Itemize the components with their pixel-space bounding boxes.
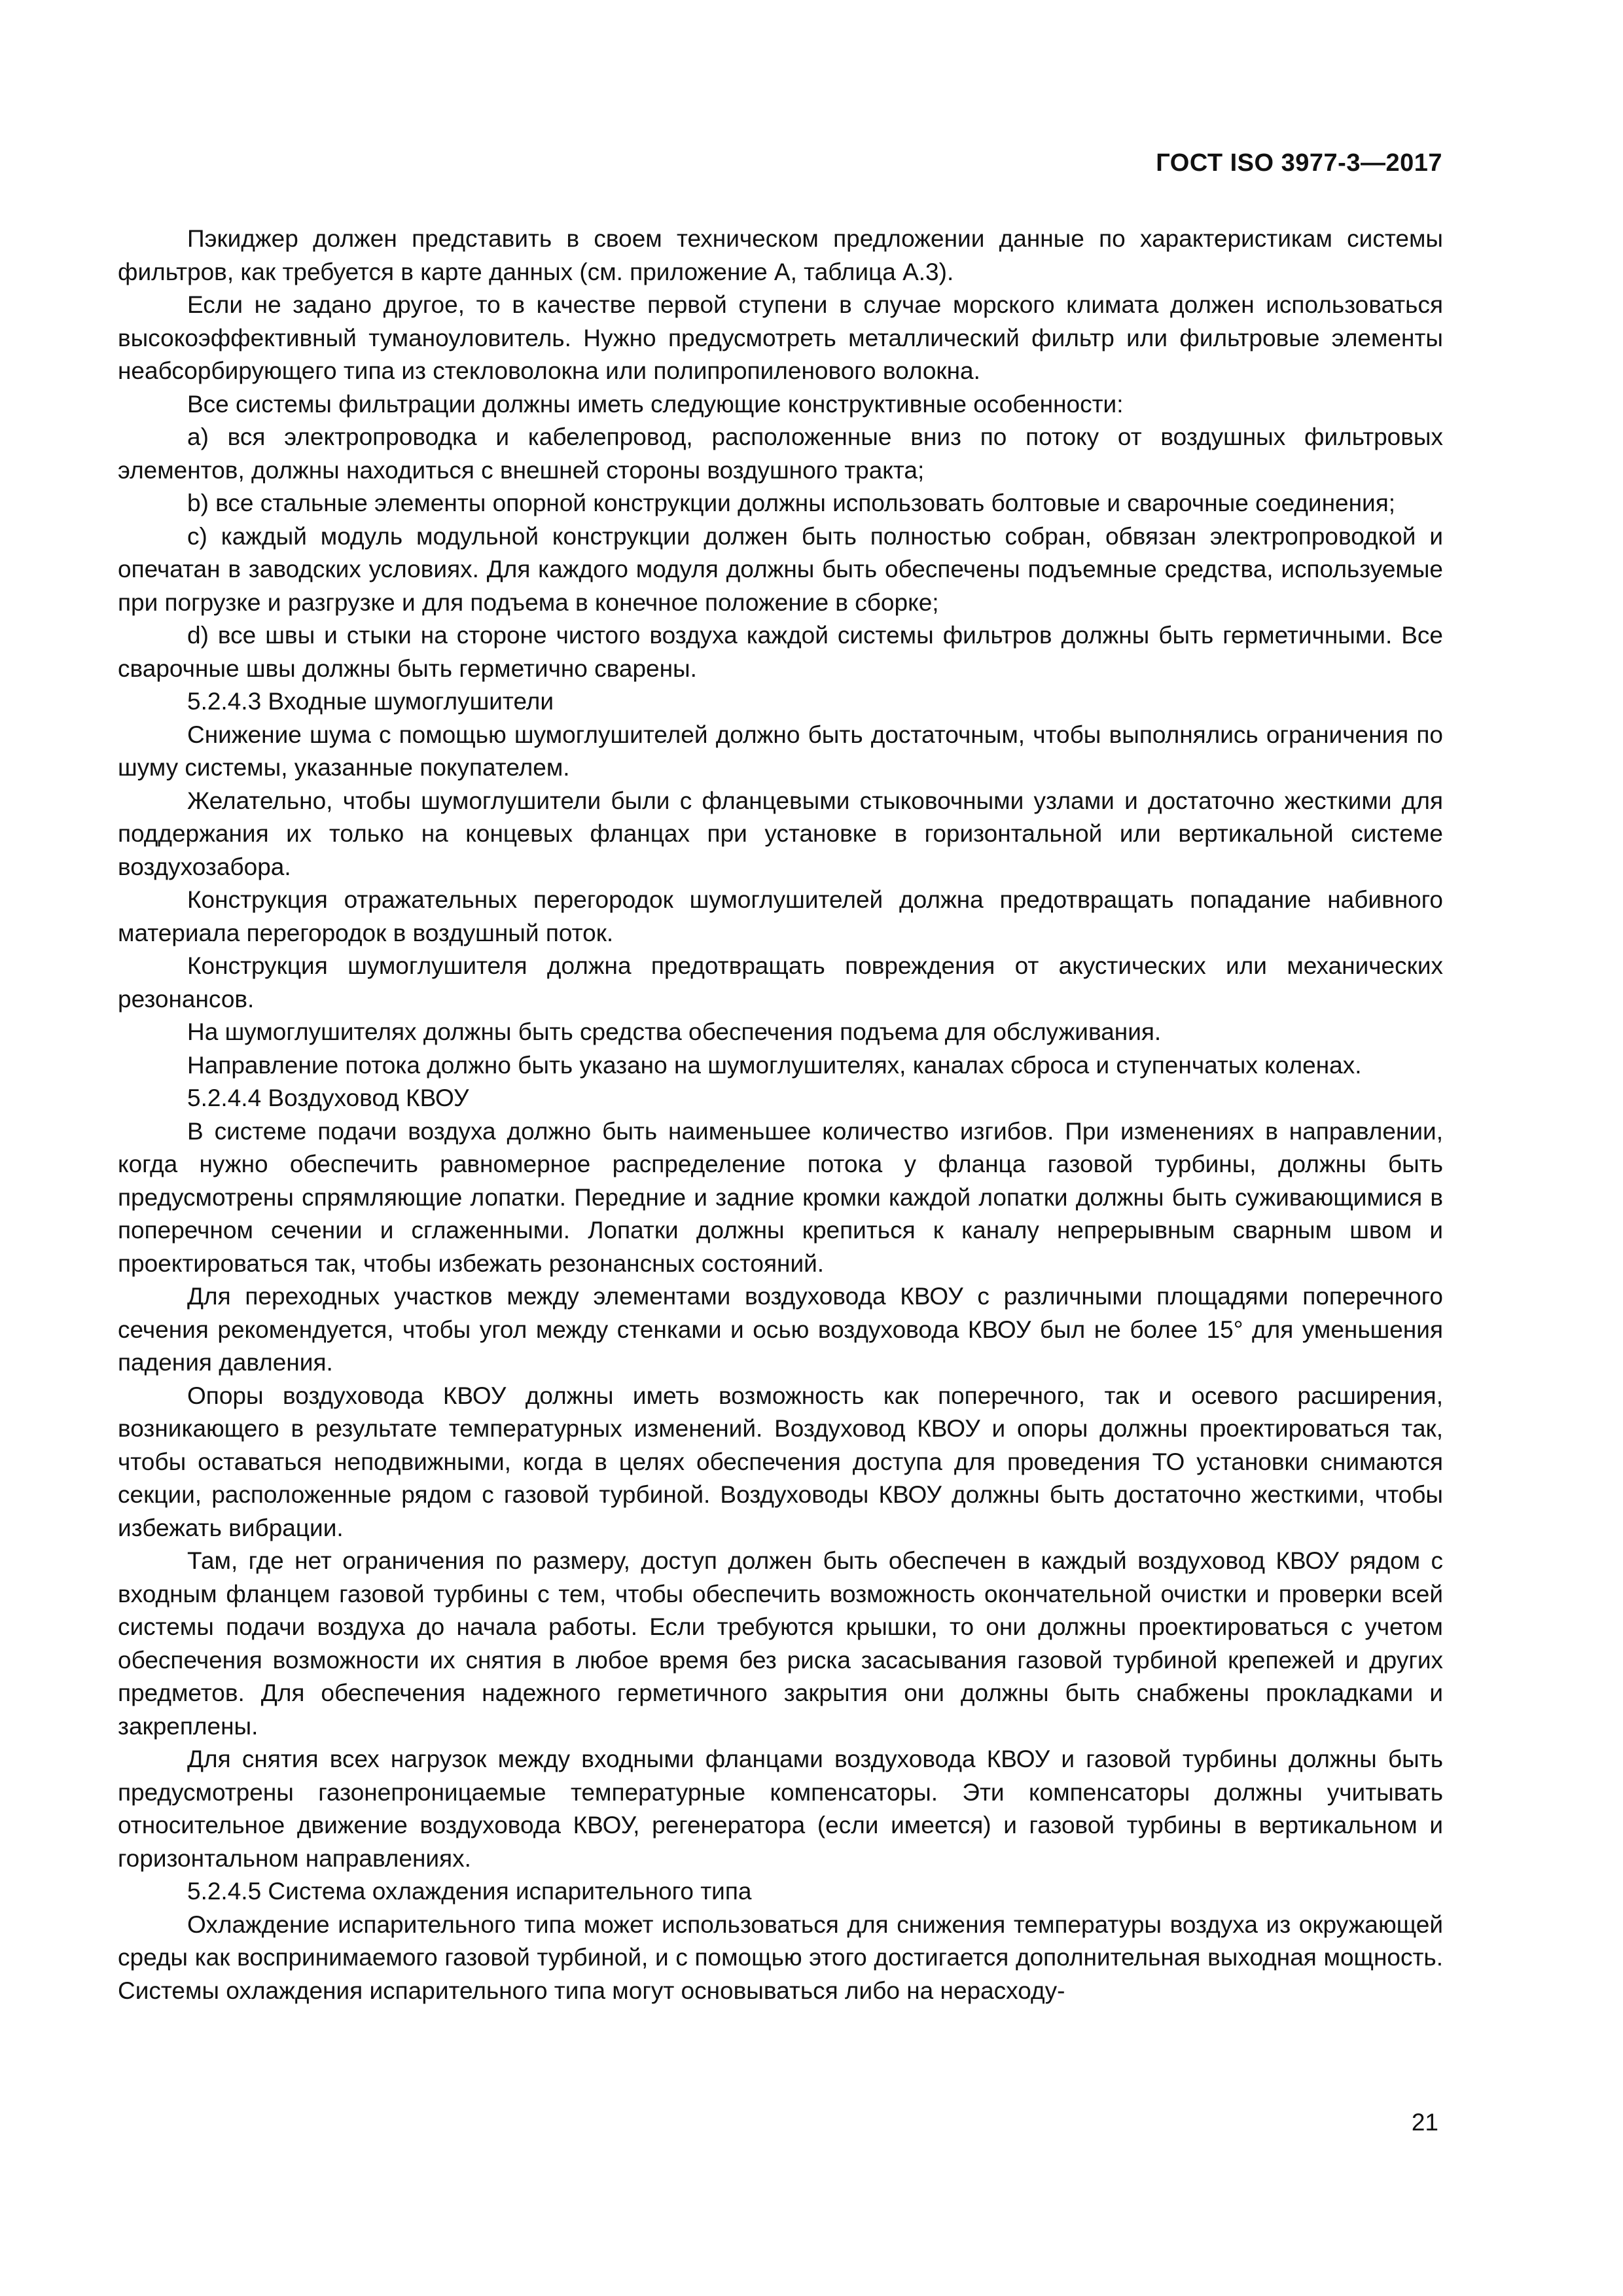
paragraph: В системе подачи воздуха должно быть наименьшее количество изгибов. При изменениях в направлении, когда нужно обеспечить равномерное распределение потока у фланца газовой турбины, должны быть предусмотрены спрямляющие лопатки. Передние и задние кромки каждой лопатки должны быть суживающимися в поперечном сечении и сглаженными. Лопатки должны крепиться к каналу непрерывным сварным швом и проектироваться так, чтобы избежать резонансных состояний. bbox=[118, 1117, 1443, 1277]
paragraph: Пэкиджер должен представить в своем техническом предложении данные по характеристикам системы фильтров, как требуется в карте данных (см. приложение А, таблица А.3). bbox=[118, 225, 1443, 285]
list-item-a: a) вся электропроводка и кабелепровод, расположенные вниз по потоку от воздушных фильтровых элементов, должны находиться с внешней стороны воздушного тракта; bbox=[118, 423, 1443, 484]
page-number: 21 bbox=[1411, 2109, 1438, 2136]
standard-header: ГОСТ ISO 3977-3—2017 bbox=[1156, 149, 1442, 177]
section-heading: 5.2.4.3 Входные шумоглушители bbox=[187, 688, 554, 715]
paragraph: Конструкция отражательных перегородок шумоглушителей должна предотвращать попадание набивного материала перегородок в воздушный поток. bbox=[118, 886, 1443, 946]
paragraph: Конструкция шумоглушителя должна предотвращать повреждения от акустических или механических резонансов. bbox=[118, 952, 1443, 1013]
list-item-b: b) все стальные элементы опорной конструкции должны использовать болтовые и сварочные соединения; bbox=[187, 490, 1396, 516]
section-heading: 5.2.4.5 Система охлаждения испарительного типа bbox=[187, 1878, 752, 1905]
paragraph: Снижение шума с помощью шумоглушителей должно быть достаточным, чтобы выполнялись ограничения по шуму системы, указанные покупателем. bbox=[118, 721, 1443, 781]
paragraph: Охлаждение испарительного типа может использоваться для снижения температуры воздуха из окружающей среды как воспринимаемого газовой турбиной, и с помощью этого достигается дополнительная выходная мощность. Системы охлаждения испарительного типа могут основываться либо на нерасходу- bbox=[118, 1910, 1443, 2004]
paragraph: Опоры воздуховода КВОУ должны иметь возможность как поперечного, так и осевого расширения, возникающего в результате температурных изменений. Воздуховод КВОУ и опоры должны проектироваться так, чтобы оставаться неподвижными, когда в целях обеспечения доступа для проведения ТО установки снимаются секции, расположенные рядом с газовой турбиной. Воздуховоды КВОУ должны быть достаточно жесткими, чтобы избежать вибрации. bbox=[118, 1382, 1443, 1541]
paragraph: Желательно, чтобы шумоглушители были с фланцевыми стыковочными узлами и достаточно жесткими для поддержания их только на концевых фланцах при установке в горизонтальной или вертикальной системе воздухозабора. bbox=[118, 787, 1443, 880]
list-item-d: d) все швы и стыки на стороне чистого воздуха каждой системы фильтров должны быть герметичными. Все сварочные швы должны быть герметично сварены. bbox=[118, 622, 1443, 682]
paragraph: Для снятия всех нагрузок между входными фланцами воздуховода КВОУ и газовой турбины должны быть предусмотрены газонепроницаемые температурные компенсаторы. Эти компенсаторы должны учитывать относительное движение воздуховода КВОУ, регенератора (если имеется) и газовой турбины в вертикальном и горизонтальном направлениях. bbox=[118, 1746, 1443, 1872]
paragraph: Там, где нет ограничения по размеру, доступ должен быть обеспечен в каждый воздуховод КВОУ рядом с входным фланцем газовой турбины с тем, чтобы обеспечить возможность окончательной очистки и проверки всей системы подачи воздуха до начала работы. Если требуются крышки, то они должны проектироваться с учетом обеспечения возможности их снятия в любое время без риска засасывания газовой турбиной крепежей и других предметов. Для обеспечения надежного герметичного закрытия они должны быть снабжены прокладками и закреплены. bbox=[118, 1547, 1443, 1740]
paragraph: На шумоглушителях должны быть средства обеспечения подъема для обслуживания. bbox=[187, 1018, 1162, 1045]
document-body bbox=[118, 223, 1443, 2007]
paragraph: Все системы фильтрации должны иметь следующие конструктивные особенности: bbox=[187, 390, 1124, 418]
list-item-c: c) каждый модуль модульной конструкции должен быть полностью собран, обвязан электропроводкой и опечатан в заводских условиях. Для каждого модуля должны быть обеспечены подъемные средства, используемые при погрузке и разгрузке и для подъема в конечное положение в сборке; bbox=[118, 522, 1443, 616]
paragraph: Если не задано другое, то в качестве первой ступени в случае морского климата должен использоваться высокоэффективный туманоуловитель. Нужно предусмотреть металлический фильтр или фильтровые элементы неабсорбирующего типа из стекловолокна или полипропиленового волокна. bbox=[118, 291, 1443, 384]
paragraph: Направление потока должно быть указано на шумоглушителях, каналах сброса и ступенчатых коленах. bbox=[187, 1051, 1362, 1079]
section-heading: 5.2.4.4 Воздуховод КВОУ bbox=[187, 1085, 469, 1111]
paragraph: Для переходных участков между элементами воздуховода КВОУ с различными площадями поперечного сечения рекомендуется, чтобы угол между стенками и осью воздуховода КВОУ был не более 15° для уменьшения падения давления. bbox=[118, 1283, 1443, 1376]
